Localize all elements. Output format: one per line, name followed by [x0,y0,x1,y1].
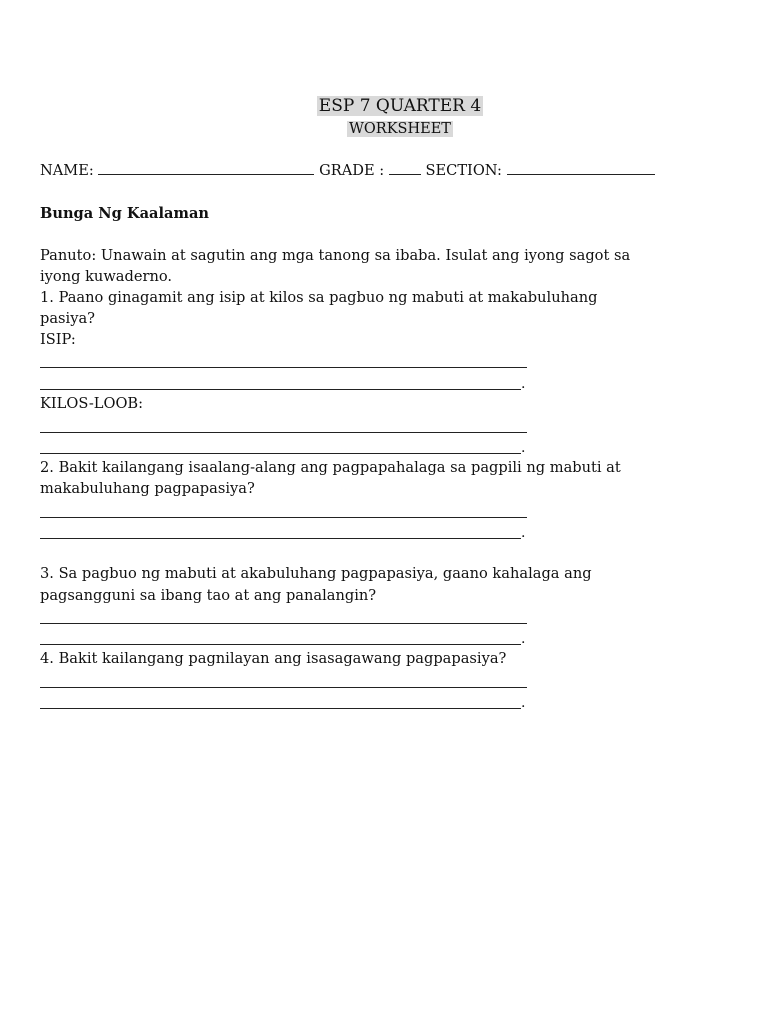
answer-line[interactable] [40,432,527,433]
question-3-line-1: 3. Sa pagbuo ng mabuti at akabuluhang pagpapasiya, gaano kahalaga ang [40,565,592,582]
question-4-line-1: 4. Bakit kailangang pagnilayan ang isasagawang pagpapasiya? [40,650,507,667]
answer-line[interactable] [40,453,521,454]
question-2-line-1: 2. Bakit kailangang isaalang-alang ang pagpapahalaga sa pagpili ng mabuti at [40,459,621,476]
answer-line[interactable] [40,644,521,645]
kilos-loob-label: KILOS-LOOB: [40,395,144,412]
question-1-line-2: pasiya? [40,310,95,327]
question-2-line-2: makabuluhang pagpapasiya? [40,480,255,497]
instructions-line-1: Panuto: Unawain at sagutin ang mga tanong sa ibaba. Isulat ang iyong sagot sa [40,247,631,264]
worksheet-title: ESP 7 QUARTER 4 [318,96,482,116]
student-info-row [40,160,655,181]
name-label: NAME: [40,162,94,179]
line-end-period: . [521,631,526,647]
line-end-period: . [521,376,526,392]
answer-line[interactable] [40,367,527,368]
instructions-line-2: iyong kuwaderno. [40,268,173,285]
line-end-period: . [521,440,526,456]
section-blank[interactable] [507,160,655,175]
name-blank[interactable] [98,160,314,175]
answer-line[interactable] [40,389,521,390]
section-heading: Bunga Ng Kaalaman [40,205,210,222]
answer-line[interactable] [40,708,521,709]
grade-blank[interactable] [389,160,421,175]
line-end-period: . [521,695,526,711]
worksheet-subtitle: WORKSHEET [349,121,451,137]
answer-line[interactable] [40,623,527,624]
answer-line[interactable] [40,687,527,688]
section-label: SECTION: [425,162,502,179]
question-1-line-1: 1. Paano ginagamit ang isip at kilos sa pagbuo ng mabuti at makabuluhang [40,289,598,306]
answer-line[interactable] [40,538,521,539]
grade-label: GRADE : [319,162,385,179]
isip-label: ISIP: [40,331,76,348]
line-end-period: . [521,525,526,541]
answer-line[interactable] [40,517,527,518]
question-3-line-2: pagsangguni sa ibang tao at ang panalangin? [40,587,377,604]
